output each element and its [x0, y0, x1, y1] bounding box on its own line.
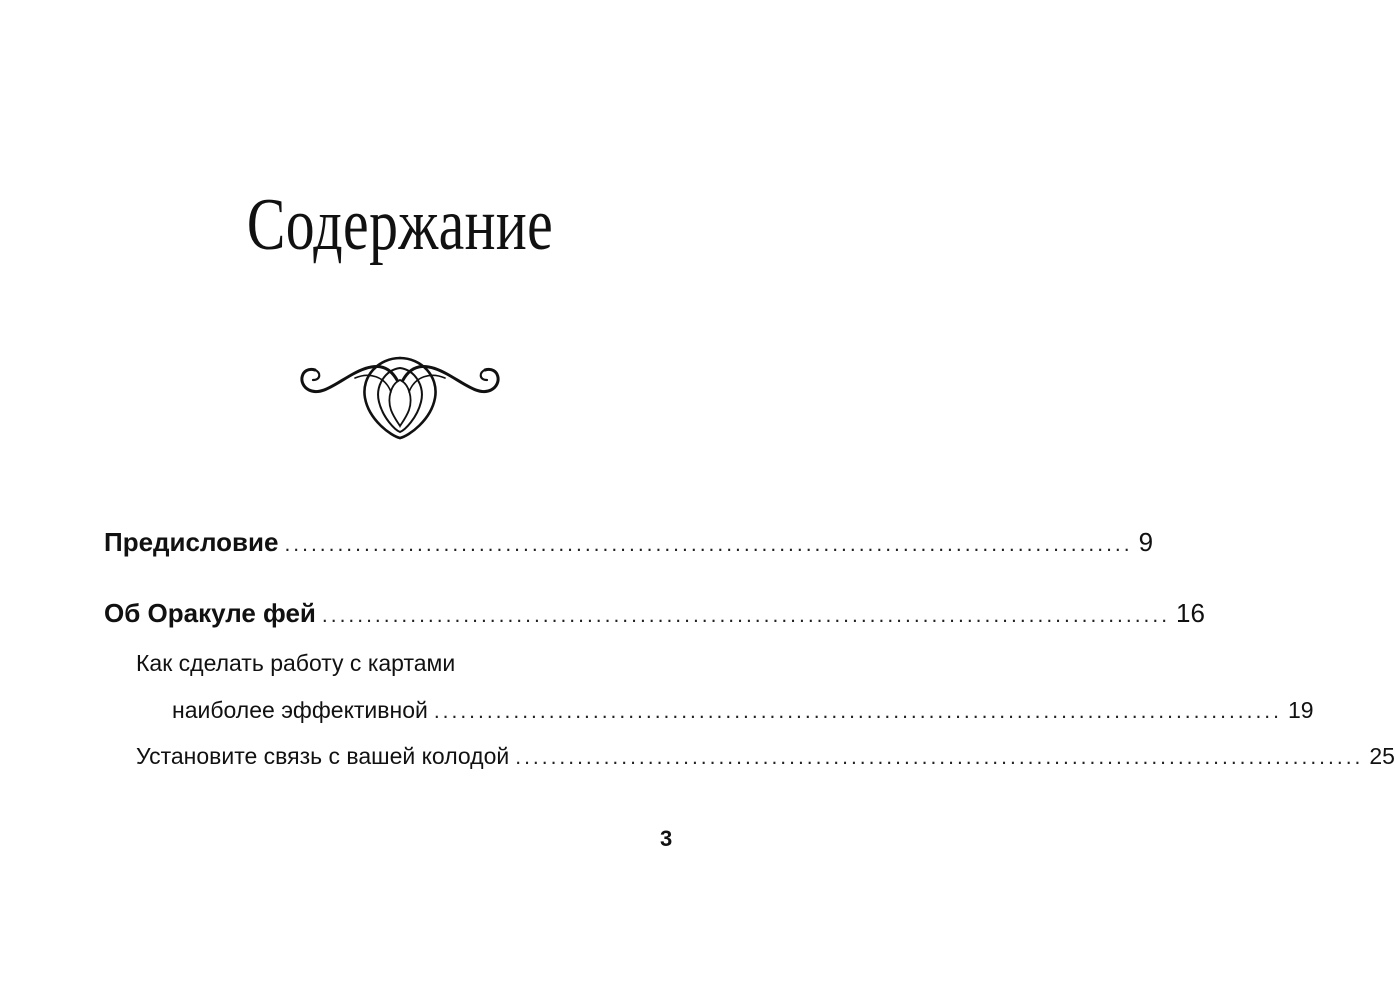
toc-entry-label: Установите связь с вашей колодой	[136, 743, 510, 769]
toc-entry-label: наиболее эффективной	[172, 697, 428, 723]
toc-subentry-label-line1[interactable]: Как сделать работу с картами	[136, 650, 456, 676]
page-number: 3	[660, 826, 673, 851]
leader-dots: ................................................................................................	[433, 700, 1282, 723]
flourish-ornament-icon	[295, 340, 505, 445]
leader-dots: ................................................................................................	[284, 533, 1133, 556]
toc-entry-label: Предисловие	[104, 527, 279, 557]
toc-entry-label: Об Оракуле фей	[104, 598, 316, 628]
toc-entry-about-oracle[interactable]	[104, 596, 1205, 630]
toc-page-number: 19	[1287, 697, 1314, 723]
toc-subentry-effective[interactable]	[172, 693, 1314, 727]
toc-page-number: 16	[1176, 598, 1205, 628]
leader-dots: ................................................................................................	[321, 604, 1171, 627]
toc-entry-preface[interactable]	[104, 525, 1154, 559]
toc-page-number: 25	[1369, 743, 1395, 769]
page-title: Содержание	[246, 184, 554, 266]
toc-subentry-connect-deck[interactable]	[136, 739, 1395, 773]
leader-dots: ................................................................................................	[515, 746, 1364, 769]
toc-page-number: 9	[1138, 527, 1154, 557]
